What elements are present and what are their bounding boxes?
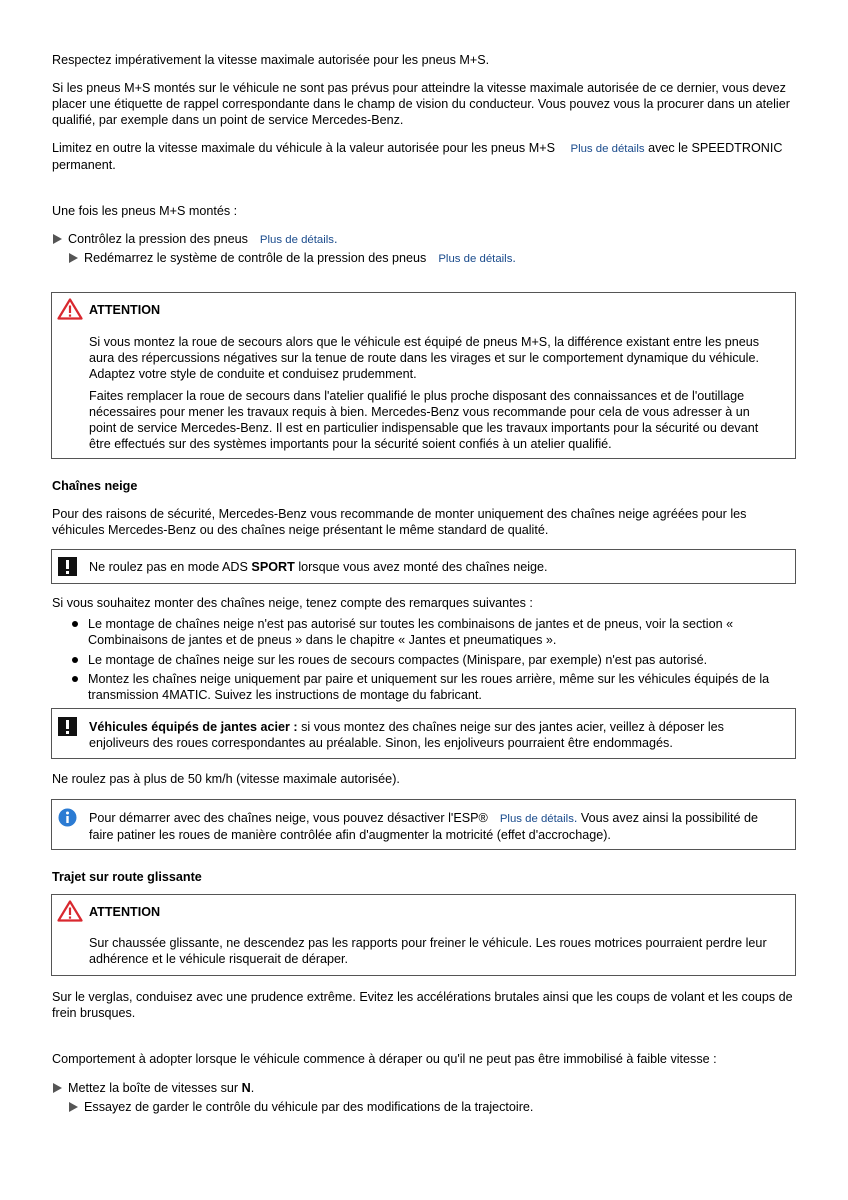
warning-text: Si vous montez la roue de secours alors que le véhicule est équipé de pneus M+S, la différence existant entre les pneus aura des répercussions négatives sur la tenue de route dans les virages et sur le comportement dynamique du véhicule. Adaptez votre style de conduite et conduisez prudemment. bbox=[89, 335, 760, 381]
warning-box-slippery bbox=[51, 894, 796, 976]
step-text: Contrôlez la pression des pneus bbox=[68, 232, 248, 246]
step-neutral: Mettez la boîte de vitesses sur N. bbox=[53, 1080, 254, 1096]
remarks-list bbox=[70, 616, 790, 703]
notice-text: Ne roulez pas en mode ADS SPORT lorsque vous avez monté des chaînes neige. bbox=[89, 560, 548, 574]
step-check-pressure bbox=[53, 231, 338, 248]
notice-text: Véhicules équipés de jantes acier : si vous montez des chaînes neige sur des jantes acier, veillez à déposer les enjoliveurs des roues correspondantes au préalable. Sinon, les enjoliveurs pourraient être endommagés. bbox=[89, 720, 724, 750]
exclamation-icon bbox=[58, 717, 77, 736]
warning-triangle-icon bbox=[57, 900, 83, 922]
step-arrow-icon bbox=[69, 1102, 78, 1112]
list-item: Le montage de chaînes neige n'est pas autorisé sur toutes les combinaisons de jantes et de pneus, voir la section « Combinaisons de jantes et de pneus » dans le chapitre « Jantes et pneumatiques ». bbox=[70, 616, 790, 648]
warning-triangle-icon bbox=[57, 298, 83, 320]
warning-text: Faites remplacer la roue de secours dans l'atelier qualifié le plus proche disposant des connaissances et de l'outillage nécessaires pour mener les travaux requis à bien. Mercedes-Benz vous recommande pour cela de vous adresser à un point de service Mercedes-Benz. Il est en particulier indispensable que les travaux importants pour la sécurité ou devant être effectués sur des systèmes importants pour la sécurité soient confiés à un atelier qualifié. bbox=[89, 389, 759, 451]
text: avec le SPEEDTRONIC permanent. bbox=[52, 141, 783, 172]
info-box-esp bbox=[51, 799, 796, 850]
details-link[interactable]: Plus de détails bbox=[259, 234, 335, 246]
paragraph-skid-behaviour: Comportement à adopter lorsque le véhicule commence à déraper ou qu'il ne peut pas être immobilisé à faible vitesse : bbox=[52, 1052, 717, 1066]
step-text: Mettez la boîte de vitesses sur bbox=[68, 1081, 239, 1095]
paragraph-once-mounted: Une fois les pneus M+S montés : bbox=[52, 204, 238, 218]
notice-box-ads-sport bbox=[51, 549, 796, 584]
step-arrow-icon bbox=[69, 253, 78, 263]
list-item: Le montage de chaînes neige sur les roues de secours compactes (Minispare, par exemple) n'est pas autorisé. bbox=[70, 652, 790, 668]
warning-text: Sur chaussée glissante, ne descendez pas les rapports pour freiner le véhicule. Les roues motrices pourraient perdre leur adhérence et le véhicule risquerait de déraper. bbox=[89, 936, 767, 966]
paragraph-reminder-label: Si les pneus M+S montés sur le véhicule ne sont pas prévus pour atteindre la vitesse maximale autorisée de ce dernier, vous devez placer une étiquette de rappel correspondante dans le champ de vision du conducteur. Vous pouvez vous la procurer dans un atelier qualifié, par exemple dans un point de service Mercedes-Benz. bbox=[52, 81, 790, 127]
notice-box-steel-rims bbox=[51, 708, 796, 759]
exclamation-icon bbox=[58, 557, 77, 576]
paragraph-ice: Sur le verglas, conduisez avec une prudence extrême. Evitez les accélérations brutales ainsi que les coups de volant et les coups de frein brusques. bbox=[52, 990, 793, 1020]
step-text: Essayez de garder le contrôle du véhicule par des modifications de la trajectoire. bbox=[84, 1100, 534, 1114]
bullet-icon bbox=[72, 657, 78, 663]
period: . bbox=[334, 232, 338, 246]
info-icon bbox=[58, 808, 77, 827]
step-arrow-icon bbox=[53, 234, 62, 244]
bullet-icon bbox=[72, 676, 78, 682]
step-restart-monitor bbox=[69, 250, 516, 267]
section-heading-slippery-road: Trajet sur route glissante bbox=[52, 870, 202, 884]
paragraph-limit-speed bbox=[52, 140, 797, 173]
paragraph-speed-limit: Ne roulez pas à plus de 50 km/h (vitesse maximale autorisée). bbox=[52, 772, 400, 786]
step-arrow-icon bbox=[53, 1083, 62, 1093]
step-keep-control bbox=[69, 1099, 533, 1115]
warning-title: ATTENTION bbox=[89, 303, 161, 317]
details-link[interactable]: Plus de détails bbox=[438, 253, 513, 265]
text: Limitez en outre la vitesse maximale du véhicule à la valeur autorisée pour les pneus M+S bbox=[52, 141, 555, 155]
period: . bbox=[512, 251, 516, 265]
warning-title: ATTENTION bbox=[89, 905, 161, 919]
info-text: Pour démarrer avec des chaînes neige, vous pouvez désactiver l'ESP® Plus de détails. Vous avez ainsi la possibilité de faire patiner les roues de manière contrôlée afin d'augmenter la motricité (effet d'accrochage). bbox=[89, 811, 759, 842]
warning-box-spare-wheel bbox=[51, 292, 796, 459]
paragraph-remarks-intro: Si vous souhaitez monter des chaînes neige, tenez compte des remarques suivantes : bbox=[52, 596, 533, 610]
step-text: Redémarrez le système de contrôle de la pression des pneus bbox=[84, 251, 427, 265]
details-link[interactable]: Plus de détails bbox=[570, 143, 645, 155]
gear-letter: N bbox=[241, 1081, 251, 1095]
bullet-icon bbox=[72, 621, 78, 627]
section-heading-snow-chains: Chaînes neige bbox=[52, 479, 138, 493]
paragraph-max-speed: Respectez impérativement la vitesse maximale autorisée pour les pneus M+S. bbox=[52, 53, 490, 67]
list-item: Montez les chaînes neige uniquement par paire et uniquement sur les roues arrière, même sur les véhicules équipés de la transmission 4MATIC. Suivez les instructions de montage du fabricant. bbox=[70, 671, 790, 703]
paragraph-snow-chains: Pour des raisons de sécurité, Mercedes-Benz vous recommande de monter uniquement des chaînes neige agréées pour les véhicules Mercedes-Benz ou des chaînes neige présentant le même standard de qualité. bbox=[52, 507, 747, 537]
details-link[interactable]: Plus de détails bbox=[499, 813, 574, 825]
